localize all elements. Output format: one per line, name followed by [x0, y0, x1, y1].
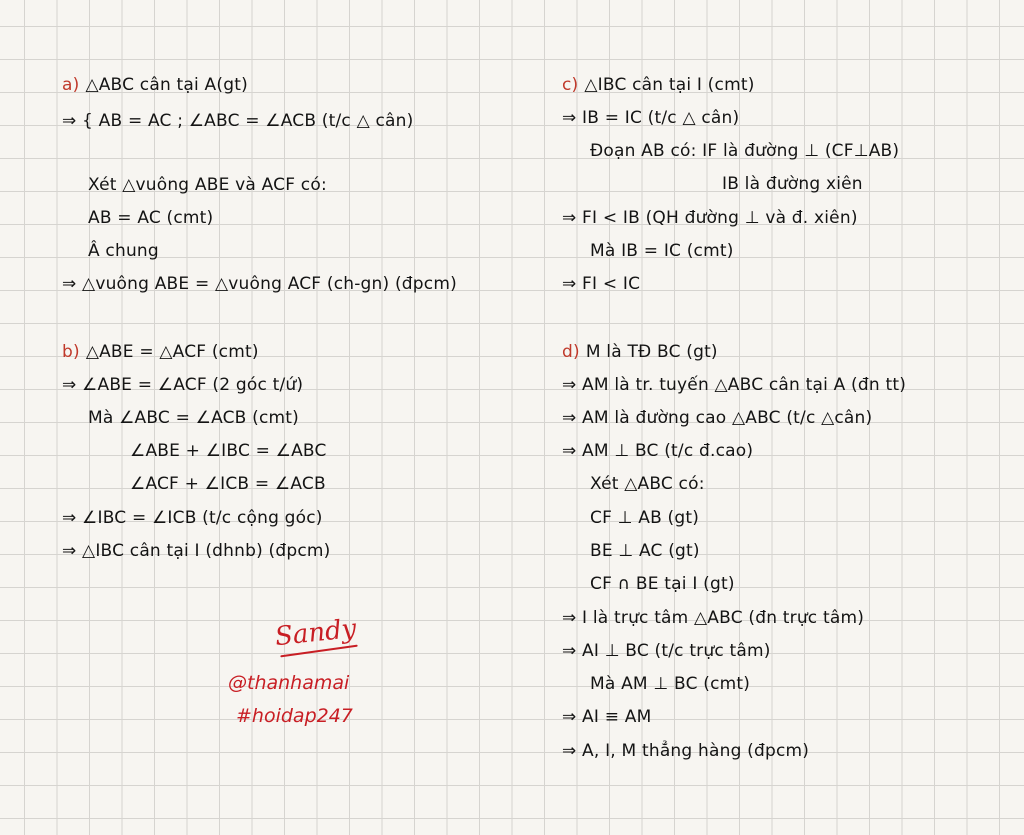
part-d-line-3: ⇒ AM là đường cao △ABC (t/c △cân) [562, 408, 873, 428]
signature: Sandy [273, 613, 358, 653]
part-c-line-6: Mà IB = IC (cmt) [590, 241, 734, 261]
part-b-line-2: ⇒ ∠ABE = ∠ACF (2 góc t/ứ) [62, 375, 304, 395]
part-b-line-7: ⇒ △IBC cân tại I (dhnb) (đpcm) [62, 541, 331, 561]
part-c-line-4: IB là đường xiên [722, 174, 863, 194]
part-c-label: c) [562, 75, 579, 95]
part-b-line-5: ∠ACF + ∠ICB = ∠ACB [130, 474, 326, 494]
part-a-label: a) [62, 75, 80, 95]
part-c-line-2: ⇒ IB = IC (t/c △ cân) [562, 108, 740, 128]
part-a-line-5: Â chung [88, 241, 159, 261]
part-d-line-10: ⇒ AI ⊥ BC (t/c trực tâm) [562, 641, 771, 661]
part-c-line-3: Đoạn AB có: IF là đường ⊥ (CF⊥AB) [590, 141, 900, 161]
part-d-line-4: ⇒ AM ⊥ BC (t/c đ.cao) [562, 441, 754, 461]
part-b-label: b) [62, 342, 80, 362]
part-d-line-7: BE ⊥ AC (gt) [590, 541, 700, 561]
part-a-line-2: ⇒ { AB = AC ; ∠ABC = ∠ACB (t/c △ cân) [62, 111, 414, 131]
part-d-line-11: Mà AM ⊥ BC (cmt) [590, 674, 751, 694]
part-c-line-1: c) △IBC cân tại I (cmt) [562, 75, 755, 95]
part-a-line-6: ⇒ △vuông ABE = △vuông ACF (ch-gn) (đpcm) [62, 274, 457, 294]
part-b-line-6: ⇒ ∠IBC = ∠ICB (t/c cộng góc) [62, 508, 323, 528]
part-d-line-5: Xét △ABC có: [590, 474, 705, 494]
part-a-line-3: Xét △vuông ABE và ACF có: [88, 175, 327, 195]
part-a-line-1: a) △ABC cân tại A(gt) [62, 75, 248, 95]
part-d-label: d) [562, 342, 580, 362]
part-d-line-13: ⇒ A, I, M thẳng hàng (đpcm) [562, 741, 810, 761]
site-tag: #hoidap247 [236, 705, 353, 727]
part-c-line-5: ⇒ FI < IB (QH đường ⊥ và đ. xiên) [562, 208, 858, 228]
part-c-line-7: ⇒ FI < IC [562, 274, 641, 294]
part-d-line-1: d) M là TĐ BC (gt) [562, 342, 718, 362]
part-b-line-1: b) △ABE = △ACF (cmt) [62, 342, 259, 362]
part-d-line-6: CF ⊥ AB (gt) [590, 508, 700, 528]
part-d-line-8: CF ∩ BE tại I (gt) [590, 574, 735, 594]
part-d-line-12: ⇒ AI ≡ AM [562, 707, 652, 727]
part-d-line-9: ⇒ I là trực tâm △ABC (đn trực tâm) [562, 608, 865, 628]
author-handle: @thanhamai [228, 672, 350, 694]
part-b-line-3: Mà ∠ABC = ∠ACB (cmt) [88, 408, 299, 428]
part-b-line-4: ∠ABE + ∠IBC = ∠ABC [130, 441, 327, 461]
part-a-line-4: AB = AC (cmt) [88, 208, 214, 228]
part-d-line-2: ⇒ AM là tr. tuyến △ABC cân tại A (đn tt) [562, 375, 907, 395]
